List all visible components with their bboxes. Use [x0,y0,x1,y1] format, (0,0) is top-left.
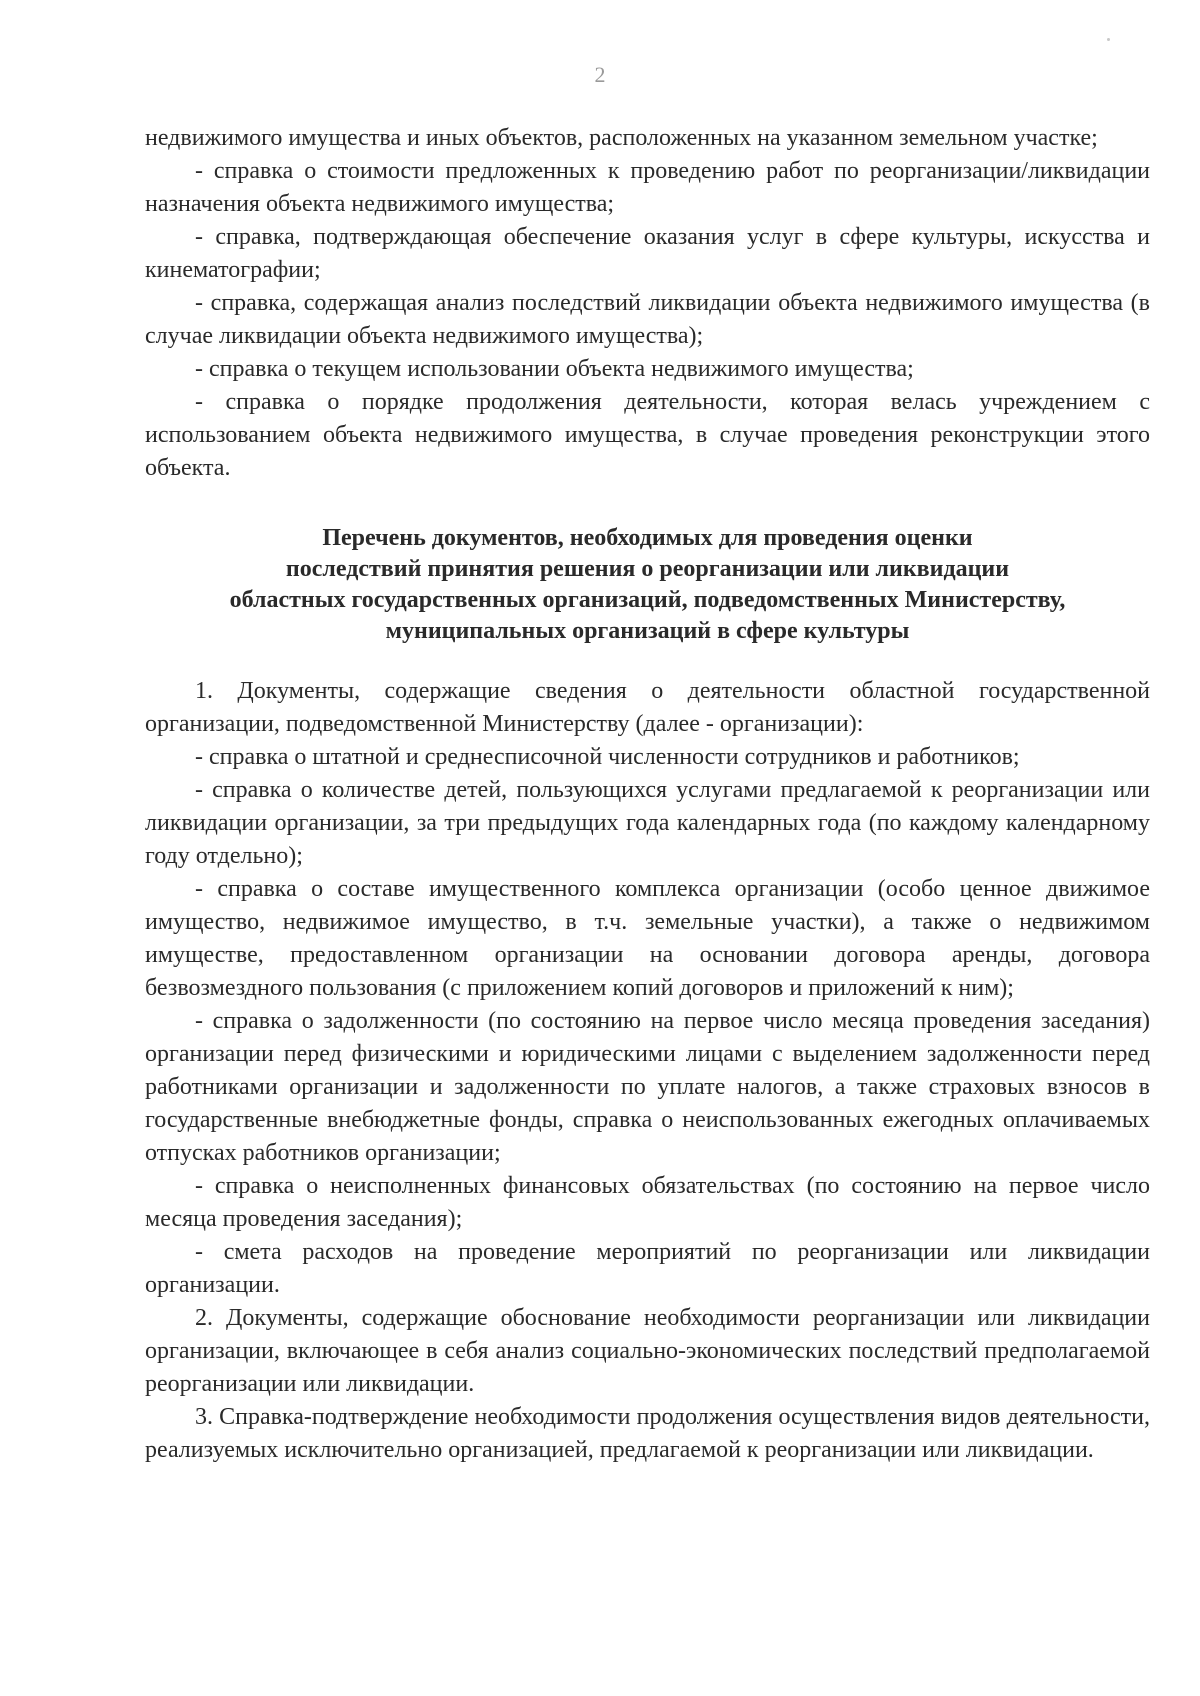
paragraph-item: - справка о задолженности (по состоянию на первое число месяца проведения заседания) организации перед физическими и юридическими лицами с выделением задолженности перед работниками организации и задолженности по уплате налогов, а также страховых взносов в государственные внебюджетные фонды, справка о неиспользованных ежегодных оплачиваемых отпусках работников организации; [145,1008,1150,1166]
heading-line: муниципальных организаций в сфере культуры [385,618,910,644]
paragraph-item: - справка о штатной и среднесписочной численности сотрудников и работников; [195,744,1020,770]
paragraph-item: - справка, подтверждающая обеспечение оказания услуг в сфере культуры, искусства и кинематографии; [145,224,1150,283]
page-number: 2 [594,62,606,87]
paragraph-item: 3. Справка-подтверждение необходимости продолжения осуществления видов деятельности, реализуемых исключительно организацией, предлагаемой к реорганизации или ликвидации. [145,1404,1150,1463]
paragraph-item: - справка, содержащая анализ последствий ликвидации объекта недвижимого имущества (в случае ликвидации объекта недвижимого имущества); [145,290,1150,349]
paragraph-item: - справка о количестве детей, пользующихся услугами предлагаемой к реорганизации или ликвидации организации, за три предыдущих года календарных года (по каждому календарному году отдельно); [145,777,1150,869]
paragraph-item: - смета расходов на проведение мероприятий по реорганизации или ликвидации организации. [145,1239,1150,1298]
paragraph-item: 1. Документы, содержащие сведения о деятельности областной государственной организации, подведомственной Министерству (далее - организации): [145,678,1150,737]
scan-speck [1107,38,1110,41]
paragraph-item: - справка о порядке продолжения деятельности, которая велась учреждением с использованием объекта недвижимого имущества, в случае проведения реконструкции этого объекта. [145,389,1150,481]
paragraph-item: - справка о текущем использовании объекта недвижимого имущества; [195,356,914,382]
paragraph-item: - справка о стоимости предложенных к проведению работ по реорганизации/ликвидации назначения объекта недвижимого имущества; [145,158,1150,217]
paragraph-item: 2. Документы, содержащие обоснование необходимости реорганизации или ликвидации организации, включающее в себя анализ социально-экономических последствий предполагаемой реорганизации или ликвидации. [145,1305,1150,1397]
heading-line: Перечень документов, необходимых для проведения оценки [322,525,973,551]
heading-line: последствий принятия решения о реорганизации или ликвидации [285,556,1010,582]
paragraph-continuation: недвижимого имущества и иных объектов, расположенных на указанном земельном участке; [145,125,1098,151]
section-heading [145,523,1150,647]
heading-line: областных государственных организаций, подведомственных Министерству, [229,587,1066,613]
document-body [145,122,1150,1467]
paragraph-item: - справка о составе имущественного комплекса организации (особо ценное движимое имущество, недвижимое имущество, в т.ч. земельные участки), а также о недвижимом имуществе, предоставленном организации на основании договора аренды, договора безвозмездного пользования (с приложением копий договоров и приложений к ним); [145,876,1150,1001]
paragraph-item: - справка о неисполненных финансовых обязательствах (по состоянию на первое число месяца проведения заседания); [145,1173,1150,1232]
